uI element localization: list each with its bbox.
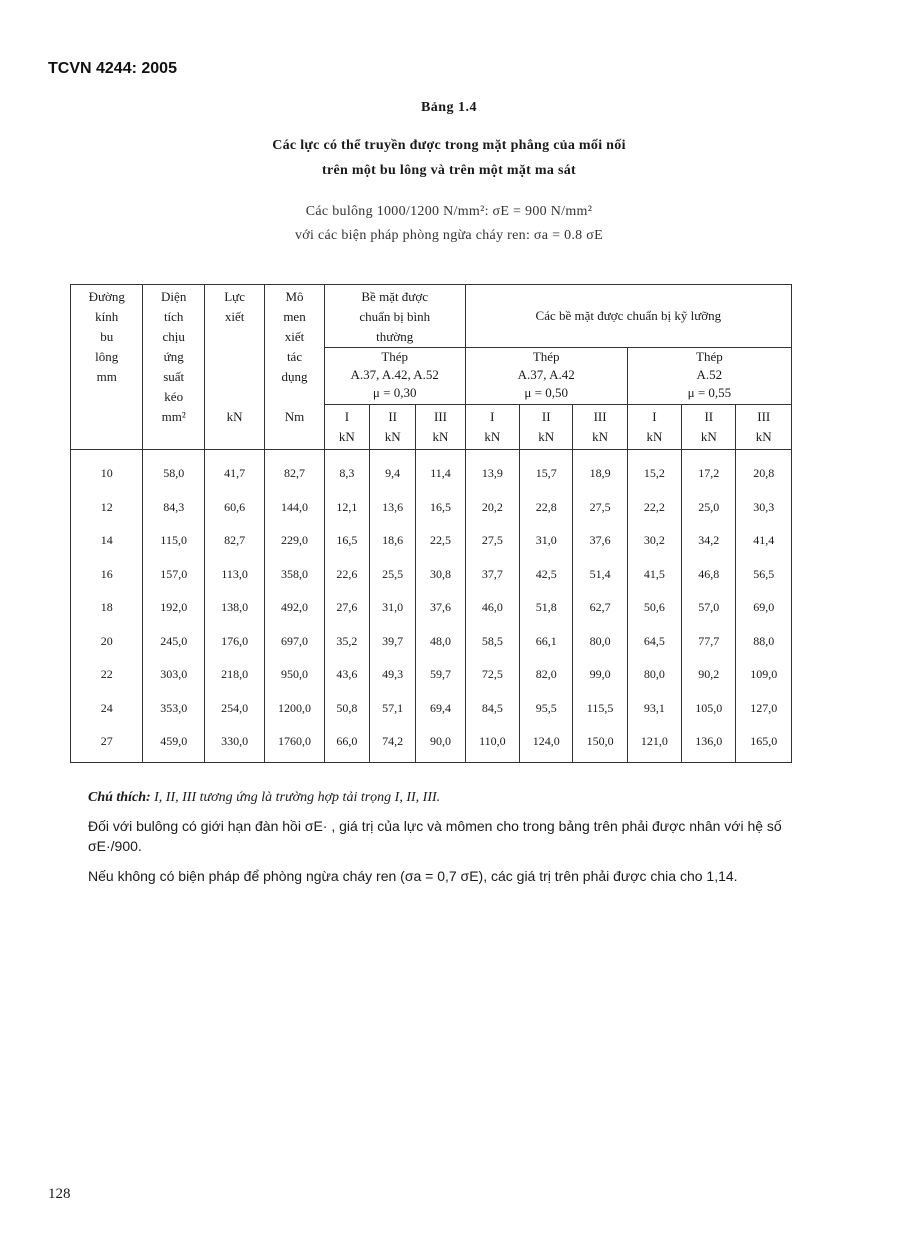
table-cell: 303,0 <box>143 658 204 692</box>
table-cell: 66,1 <box>520 625 573 659</box>
table-cell: 82,0 <box>520 658 573 692</box>
table-cell: 22,8 <box>520 491 573 525</box>
table-cell: 25,5 <box>370 558 416 592</box>
header-case-9: III kN <box>736 405 792 450</box>
header-spacer <box>207 367 262 387</box>
table-cell: 49,3 <box>370 658 416 692</box>
table-cell: 41,7 <box>204 450 264 491</box>
table-cell: 1200,0 <box>265 692 324 726</box>
table-cell: 459,0 <box>143 725 204 762</box>
table-cell: 353,0 <box>143 692 204 726</box>
table-cell: 18 <box>71 591 143 625</box>
table-cell: 12,1 <box>324 491 369 525</box>
table-cell: 12 <box>71 491 143 525</box>
table-cell: 113,0 <box>204 558 264 592</box>
table-cell: 41,4 <box>736 524 792 558</box>
header-spacer <box>267 387 321 407</box>
table-cell: 16 <box>71 558 143 592</box>
table-cell: 95,5 <box>520 692 573 726</box>
table-cell: 245,0 <box>143 625 204 659</box>
table-cell: 58,0 <box>143 450 204 491</box>
table-cell: 74,2 <box>370 725 416 762</box>
table-cell: 27,6 <box>324 591 369 625</box>
table-cell: 358,0 <box>265 558 324 592</box>
table-cell: 60,6 <box>204 491 264 525</box>
header-steel-group-2: Thép A.37, A.42 μ = 0,50 <box>465 348 627 405</box>
table-row <box>71 625 792 659</box>
table-cell: 697,0 <box>265 625 324 659</box>
header-tightening-moment: Mô men xiết tác dụng Nm <box>265 285 324 450</box>
table-cell: 64,5 <box>627 625 681 659</box>
table-cell: 254,0 <box>204 692 264 726</box>
table-cell: 35,2 <box>324 625 369 659</box>
note-label <box>88 788 806 808</box>
table-cell: 121,0 <box>627 725 681 762</box>
table-cell: 17,2 <box>682 450 736 491</box>
table-cell: 31,0 <box>370 591 416 625</box>
table-cell: 136,0 <box>682 725 736 762</box>
table-cell: 80,0 <box>573 625 627 659</box>
table-cell: 82,7 <box>204 524 264 558</box>
note-paragraph-1: Đối với bulông có giới hạn đàn hồi σE· , giá trị của lực và mômen cho trong bảng trên phải được nhân với hệ số σE·/900. <box>88 818 782 854</box>
table-cell: 330,0 <box>204 725 264 762</box>
table-cell: 77,7 <box>682 625 736 659</box>
table-cell: 18,6 <box>370 524 416 558</box>
table-cell: 80,0 <box>627 658 681 692</box>
table-cell: 150,0 <box>573 725 627 762</box>
unit-moment: Nm <box>284 409 305 424</box>
header-case-5: II kN <box>520 405 573 450</box>
header-steel-group-3: Thép A.52 μ = 0,55 <box>627 348 791 405</box>
table-cell: 66,0 <box>324 725 369 762</box>
table-cell: 15,7 <box>520 450 573 491</box>
table-cell: 8,3 <box>324 450 369 491</box>
table-cell: 144,0 <box>265 491 324 525</box>
table-cell: 84,5 <box>465 692 519 726</box>
table-cell: 30,2 <box>627 524 681 558</box>
table-cell: 27,5 <box>465 524 519 558</box>
table-cell: 124,0 <box>520 725 573 762</box>
table-cell: 25,0 <box>682 491 736 525</box>
table-body <box>71 450 792 763</box>
table-cell: 127,0 <box>736 692 792 726</box>
page-number: 128 <box>48 1186 71 1202</box>
note-label-bold: Chú thích: <box>88 790 151 805</box>
table-cell: 20,2 <box>465 491 519 525</box>
table-cell: 69,4 <box>416 692 465 726</box>
header-case-3: III kN <box>416 405 465 450</box>
table-cell: 9,4 <box>370 450 416 491</box>
table-row <box>71 524 792 558</box>
table-cell: 37,6 <box>573 524 627 558</box>
header-spacer <box>207 347 262 367</box>
table-row <box>71 558 792 592</box>
table-cell: 43,6 <box>324 658 369 692</box>
table-number: Bảng 1.4 <box>420 100 478 115</box>
header-case-7: I kN <box>627 405 681 450</box>
table-cell: 51,4 <box>573 558 627 592</box>
table-cell: 57,0 <box>682 591 736 625</box>
table-cell: 30,8 <box>416 558 465 592</box>
table-cell: 34,2 <box>682 524 736 558</box>
table-cell: 157,0 <box>143 558 204 592</box>
table-cell: 13,6 <box>370 491 416 525</box>
table-cell: 51,8 <box>520 591 573 625</box>
table-cell: 41,5 <box>627 558 681 592</box>
table-row <box>71 591 792 625</box>
table-subtitle-line-2: với các biện pháp phòng ngừa cháy ren: σa = 0.8 σE <box>294 228 603 243</box>
table-cell: 50,6 <box>627 591 681 625</box>
table-cell: 37,6 <box>416 591 465 625</box>
table-row <box>71 450 792 491</box>
table-cell: 10 <box>71 450 143 491</box>
table-cell: 82,7 <box>265 450 324 491</box>
table-cell: 16,5 <box>324 524 369 558</box>
table-cell: 20 <box>71 625 143 659</box>
table-cell: 13,9 <box>465 450 519 491</box>
table-cell: 22,6 <box>324 558 369 592</box>
table-cell: 109,0 <box>736 658 792 692</box>
table-cell: 46,0 <box>465 591 519 625</box>
table-title-line-1: Các lực có thể truyền được trong mặt phẳng của mối nối <box>272 138 626 153</box>
unit-force: kN <box>226 409 243 424</box>
table-cell: 22,2 <box>627 491 681 525</box>
table-cell: 84,3 <box>143 491 204 525</box>
table-cell: 110,0 <box>465 725 519 762</box>
table-cell: 72,5 <box>465 658 519 692</box>
header-steel-group-1: Thép A.37, A.42, A.52 μ = 0,30 <box>324 348 465 405</box>
table-cell: 229,0 <box>265 524 324 558</box>
table-cell: 59,7 <box>416 658 465 692</box>
standard-code: TCVN 4244: 2005 <box>48 60 177 77</box>
table-cell: 950,0 <box>265 658 324 692</box>
table-cell: 1760,0 <box>265 725 324 762</box>
table-title-line-2: trên một bu lông và trên một mặt ma sát <box>322 163 576 178</box>
header-case-4: I kN <box>465 405 519 450</box>
header-case-1: I kN <box>324 405 369 450</box>
table-cell: 30,3 <box>736 491 792 525</box>
table-row <box>71 658 792 692</box>
table-cell: 31,0 <box>520 524 573 558</box>
table-cell: 88,0 <box>736 625 792 659</box>
table-cell: 165,0 <box>736 725 792 762</box>
table-cell: 56,5 <box>736 558 792 592</box>
header-stress-area: Diện tích chịu ứng suất kéo mm² <box>143 285 204 450</box>
table-cell: 50,8 <box>324 692 369 726</box>
header-normal-surface: Bề mặt được chuẩn bị bình thường <box>324 285 465 348</box>
table-cell: 90,2 <box>682 658 736 692</box>
note-label-text: I, II, III tương ứng là trường hợp tải trọng I, II, III. <box>154 790 441 805</box>
table-cell: 37,7 <box>465 558 519 592</box>
table-cell: 93,1 <box>627 692 681 726</box>
table-cell: 90,0 <box>416 725 465 762</box>
table-cell: 20,8 <box>736 450 792 491</box>
table-cell: 492,0 <box>265 591 324 625</box>
note-paragraph-2: Nếu không có biện pháp để phòng ngừa cháy ren (σa = 0,7 σE), các giá trị trên phải được chia cho 1,14. <box>88 868 738 884</box>
header-spacer <box>207 327 262 347</box>
table-cell: 105,0 <box>682 692 736 726</box>
table-cell: 42,5 <box>520 558 573 592</box>
bolt-force-table <box>70 284 792 763</box>
table-cell: 16,5 <box>416 491 465 525</box>
header-careful-surface: Các bề mặt được chuẩn bị kỹ lưỡng <box>465 285 791 348</box>
table-cell: 15,2 <box>627 450 681 491</box>
table-cell: 192,0 <box>143 591 204 625</box>
header-diameter: Đường kính bu lông mm <box>71 285 143 450</box>
table-subtitle-line-1: Các bulông 1000/1200 N/mm²: σE = 900 N/mm² <box>305 204 593 219</box>
table-cell: 27,5 <box>573 491 627 525</box>
table-cell: 69,0 <box>736 591 792 625</box>
table-row <box>71 491 792 525</box>
table-cell: 39,7 <box>370 625 416 659</box>
table-cell: 99,0 <box>573 658 627 692</box>
table-cell: 115,0 <box>143 524 204 558</box>
table-cell: 138,0 <box>204 591 264 625</box>
table-cell: 14 <box>71 524 143 558</box>
table-cell: 218,0 <box>204 658 264 692</box>
table-cell: 176,0 <box>204 625 264 659</box>
table-cell: 24 <box>71 692 143 726</box>
header-tightening-force: Lực xiết kN <box>204 285 264 450</box>
table-cell: 22 <box>71 658 143 692</box>
table-cell: 58,5 <box>465 625 519 659</box>
header-spacer <box>207 387 262 407</box>
header-case-2: II kN <box>370 405 416 450</box>
table-cell: 115,5 <box>573 692 627 726</box>
table-row <box>71 725 792 762</box>
table-cell: 46,8 <box>682 558 736 592</box>
table-cell: 11,4 <box>416 450 465 491</box>
header-case-8: II kN <box>682 405 736 450</box>
table-cell: 62,7 <box>573 591 627 625</box>
table-cell: 48,0 <box>416 625 465 659</box>
unit-area: mm² <box>161 409 186 424</box>
header-case-6: III kN <box>573 405 627 450</box>
table-cell: 27 <box>71 725 143 762</box>
table-cell: 22,5 <box>416 524 465 558</box>
table-cell: 57,1 <box>370 692 416 726</box>
table-row <box>71 692 792 726</box>
table-cell: 18,9 <box>573 450 627 491</box>
